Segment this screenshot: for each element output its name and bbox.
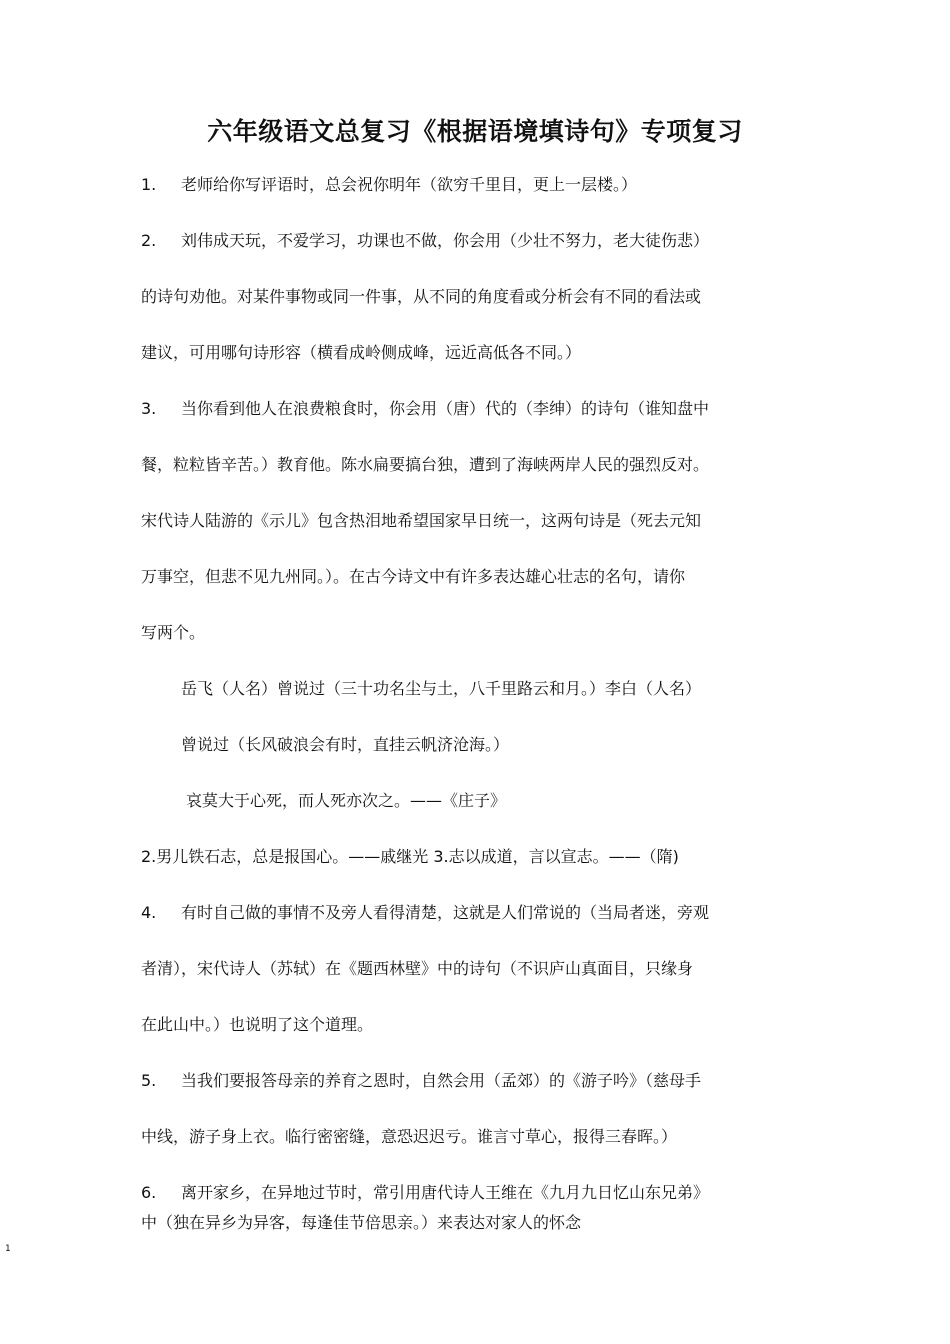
- item-number: 4.: [141, 903, 157, 922]
- list-item: [141, 901, 709, 925]
- text-line: 中（独在异乡为异客，每逢佳节倍思亲。）来表达对家人的怀念: [141, 1213, 582, 1232]
- item-text: 刘伟成天玩，不爱学习，功课也不做，你会用（少壮不努力，老大徒伤悲）: [181, 231, 710, 250]
- item-number: 6.: [141, 1183, 157, 1202]
- item-number: 1.: [141, 175, 157, 194]
- text-line: 哀莫大于心死，而人死亦次之。——《庄子》: [186, 791, 507, 810]
- list-item: [141, 173, 637, 197]
- list-item: [141, 1181, 709, 1205]
- page-title: 六年级语文总复习《根据语境填诗句》专项复习: [207, 117, 743, 146]
- text-line: 在此山中。）也说明了这个道理。: [141, 1015, 374, 1034]
- list-item: [141, 229, 709, 253]
- item-text: 当你看到他人在浪费粮食时，你会用（唐）代的（李绅）的诗句（谁知盘中: [181, 399, 710, 418]
- text-line: 曾说过（长风破浪会有时，直挂云帆济沧海。）: [181, 735, 510, 754]
- item-text: 老师给你写评语时，总会祝你明年（欲穷千里目，更上一层楼。）: [181, 175, 638, 194]
- item-number: 2.: [141, 231, 157, 250]
- text-line: 岳飞（人名）曾说过（三十功名尘与土，八千里路云和月。）李白（人名）: [181, 679, 702, 698]
- page-number: 1: [5, 1244, 11, 1254]
- item-number: 3.: [141, 399, 157, 418]
- list-item: [141, 1069, 701, 1093]
- text-line: 宋代诗人陆游的《示儿》包含热泪地希望国家早日统一，这两句诗是（死去元知: [141, 511, 702, 530]
- text-line: 万事空，但悲不见九州同。）。在古今诗文中有许多表达雄心壮志的名句，请你: [141, 567, 686, 586]
- item-text: 有时自己做的事情不及旁人看得清楚，这就是人们常说的（当局者迷，旁观: [181, 903, 710, 922]
- item-text: 当我们要报答母亲的养育之恩时，自然会用（孟郊）的《游子吟》（慈母手: [181, 1071, 702, 1090]
- text-line: 写两个。: [141, 623, 206, 642]
- item-text: 离开家乡，在异地过节时，常引用唐代诗人王维在《九月九日忆山东兄弟》: [181, 1183, 710, 1202]
- text-line: 餐，粒粒皆辛苦。）教育他。陈水扁要搞台独，遭到了海峡两岸人民的强烈反对。: [141, 455, 710, 474]
- text-line: 者清），宋代诗人（苏轼）在《题西林壁》中的诗句（不识庐山真面目，只缘身: [141, 959, 694, 978]
- text-line: 建议，可用哪句诗形容（横看成岭侧成峰，远近高低各不同。）: [141, 343, 582, 362]
- text-line: 的诗句劝他。对某件事物或同一件事，从不同的角度看或分析会有不同的看法或: [141, 287, 702, 306]
- text-line: 2.男儿铁石志，总是报国心。——戚继光 3.志以成道，言以宣志。——（隋): [141, 847, 679, 866]
- text-line: 中线，游子身上衣。临行密密缝，意恐迟迟亏。谁言寸草心，报得三春晖。）: [141, 1127, 678, 1146]
- item-number: 5.: [141, 1071, 157, 1090]
- list-item: [141, 397, 709, 421]
